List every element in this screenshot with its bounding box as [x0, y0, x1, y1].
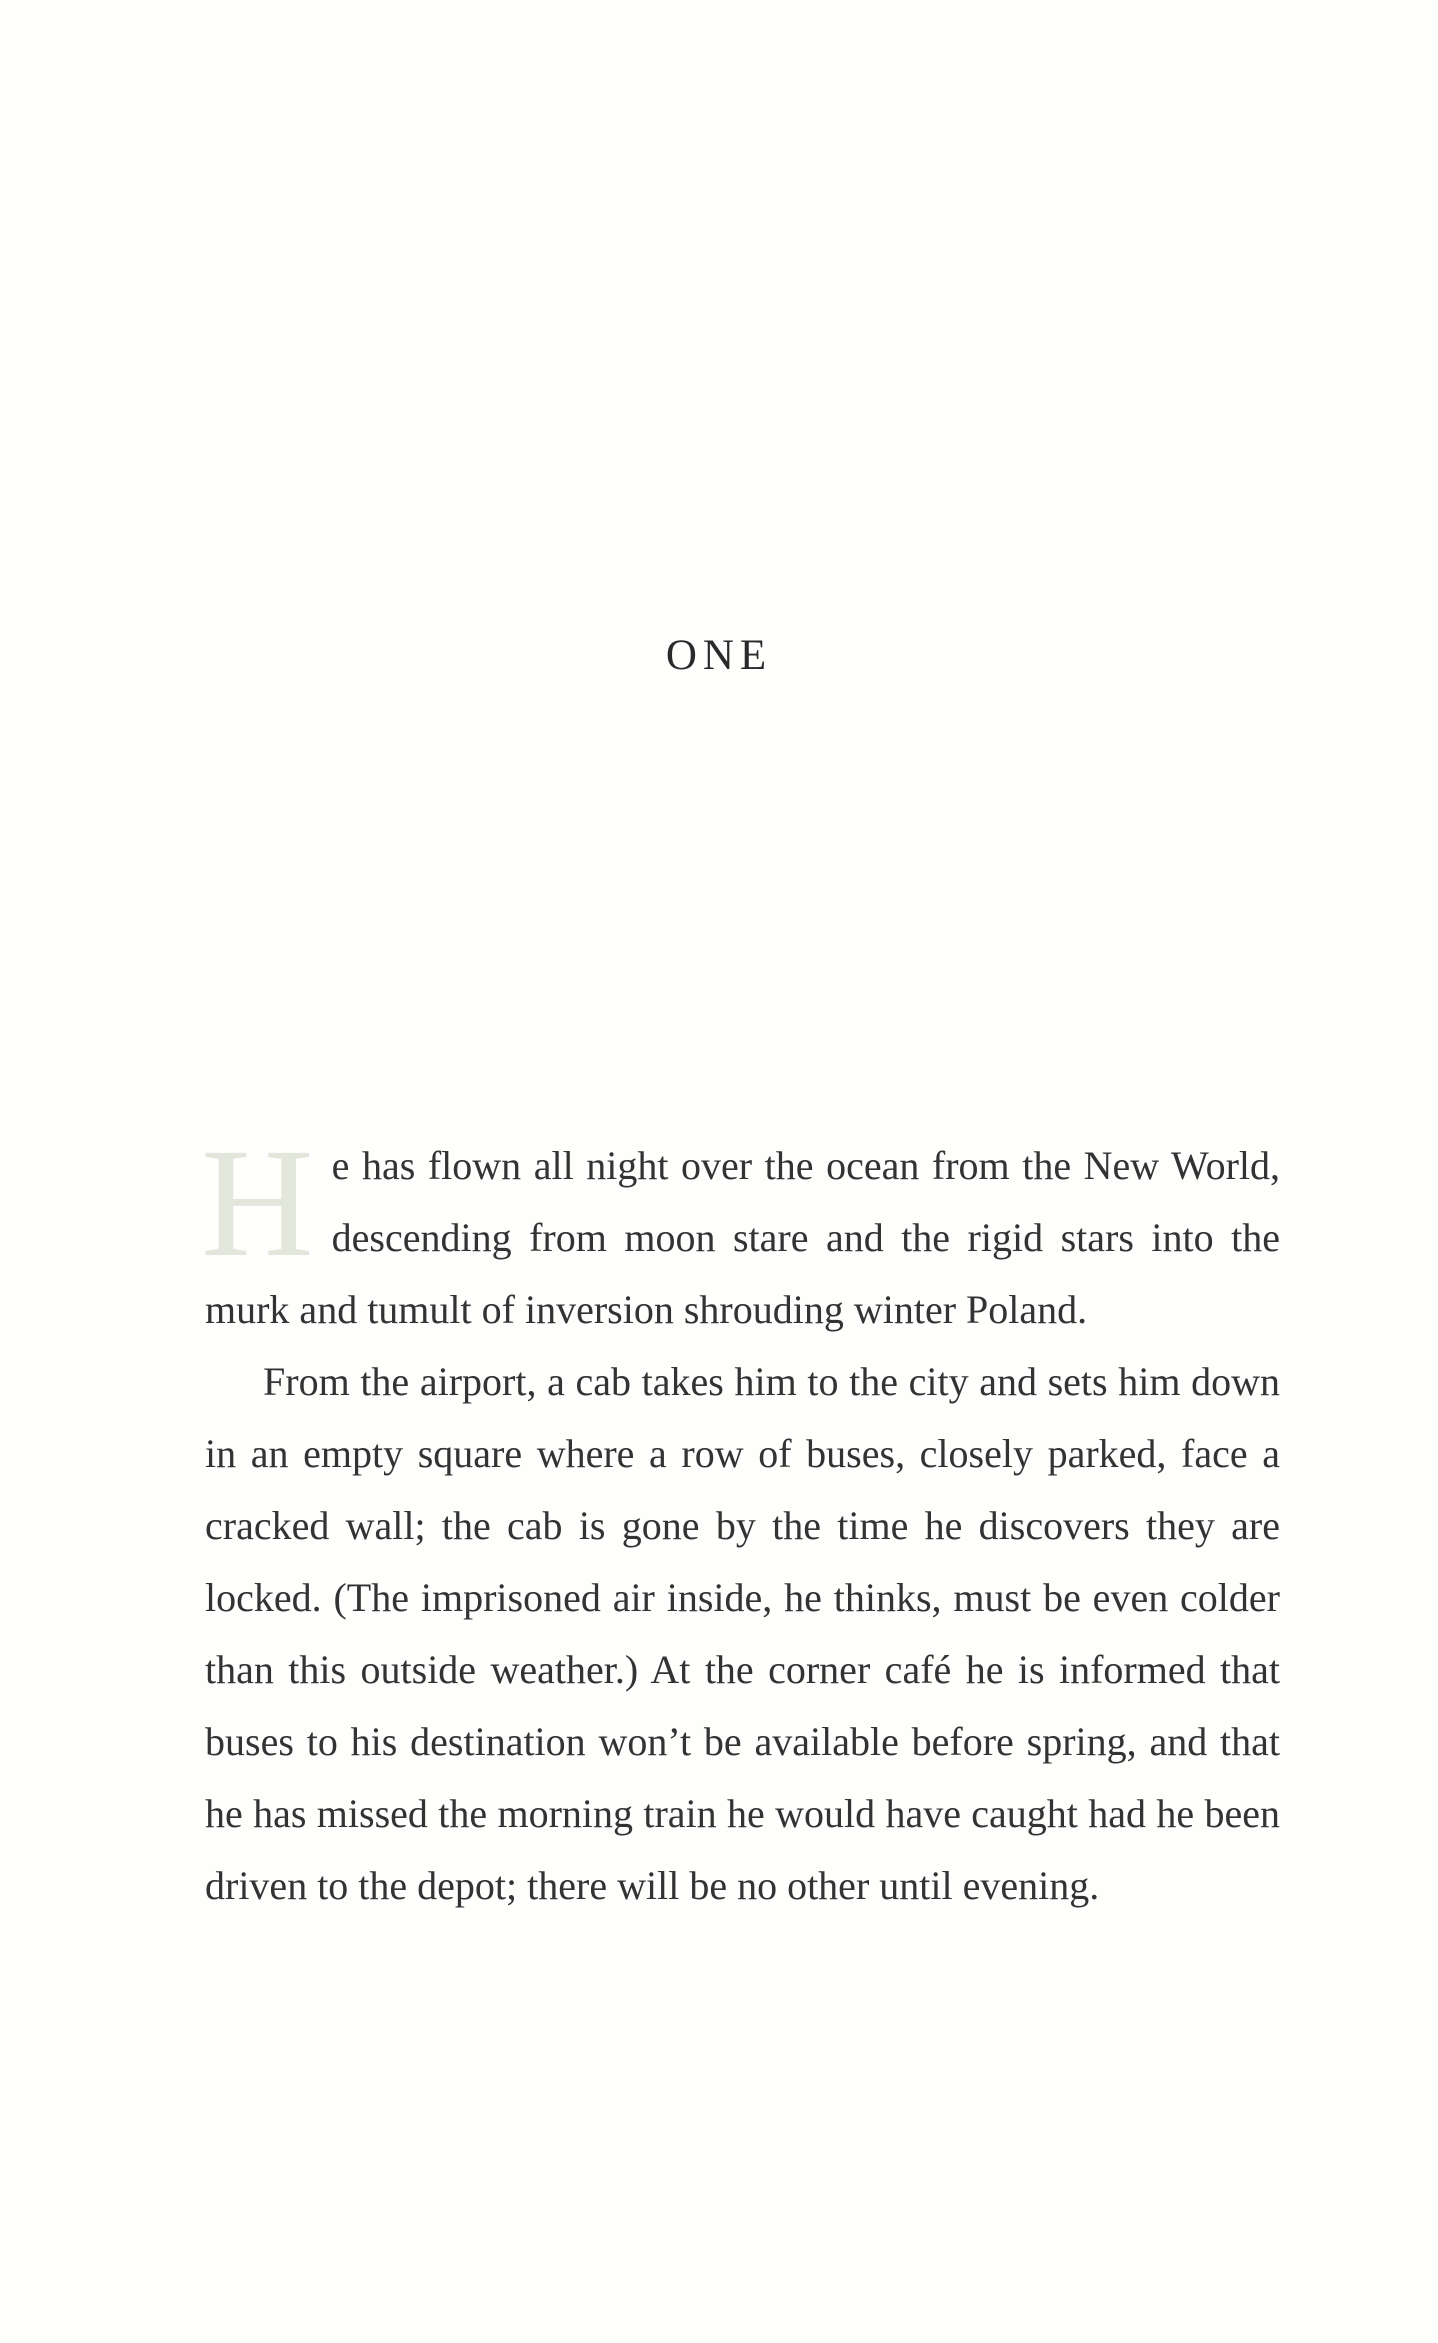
- chapter-body: [201, 1116, 1280, 1922]
- drop-cap: H: [201, 1116, 314, 1289]
- paragraph-2: From the airport, a cab takes him to the city and sets him down in an empty square where a row of buses, closely parked, face a cracked wall; the cab is gone by the time he discovers they are locked. (The imprisoned air inside, he thinks, must be even colder than this outside weather.) At the corner café he is informed that buses to his destination won’t be available before spring, and that he has missed the morning train he would have caught had he been driven to the depot; there will be no other until evening.: [205, 1359, 1280, 1908]
- paragraph-1: [201, 1116, 1280, 1346]
- paragraph-1-text: e has flown all night over the ocean from the New World, descending from moon stare and the rigid stars into the murk and tumult of inversion shrouding winter Poland.: [205, 1143, 1280, 1332]
- chapter-title: ONE: [665, 632, 773, 679]
